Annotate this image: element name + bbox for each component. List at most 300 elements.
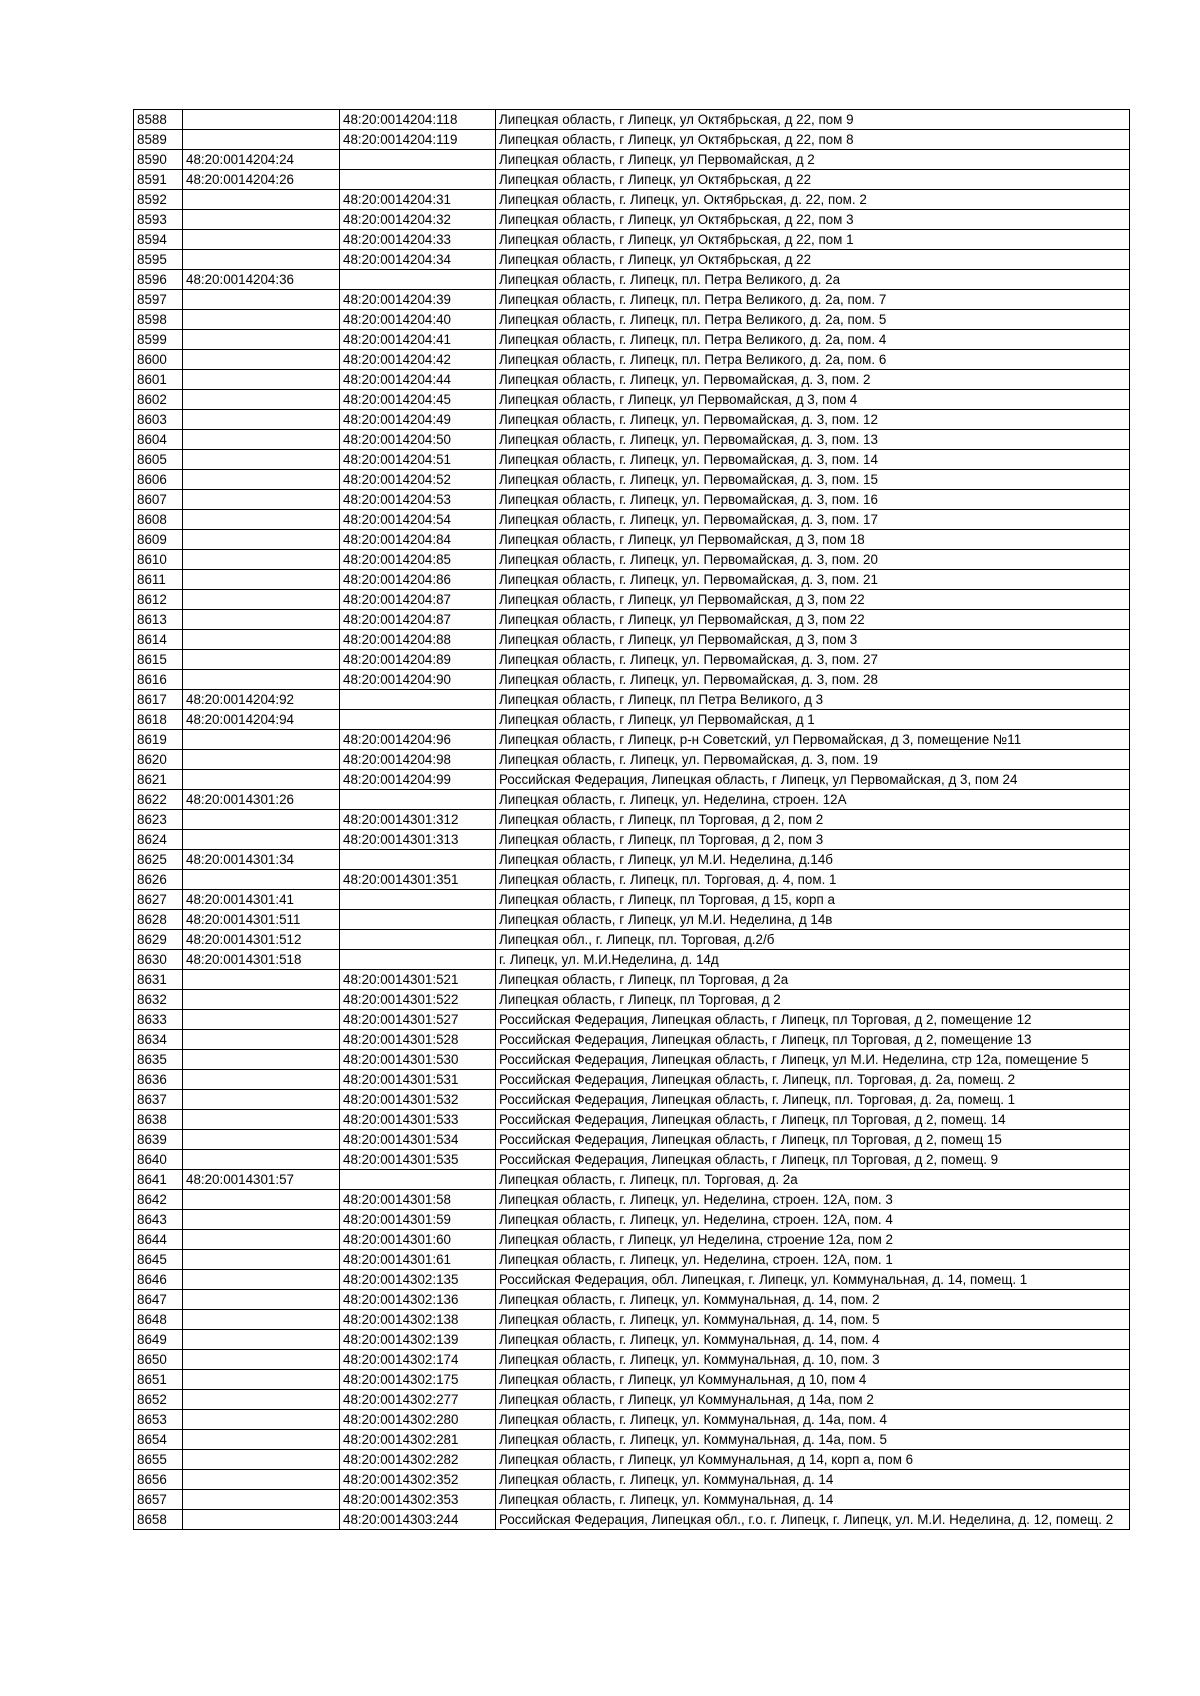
object-cadastral-number-cell: 48:20:0014204:118 — [340, 110, 496, 130]
object-cadastral-number-cell: 48:20:0014204:39 — [340, 290, 496, 310]
row-number-cell: 8617 — [134, 690, 183, 710]
address-cell: Липецкая обл., г. Липецк, пл. Торговая, д.2/б — [496, 930, 1130, 950]
address-cell: Липецкая область, г Липецк, ул Неделина, строение 12а, пом 2 — [496, 1230, 1130, 1250]
land-cadastral-number-cell — [183, 1490, 340, 1510]
land-cadastral-number-cell — [183, 830, 340, 850]
table-row — [134, 510, 1130, 530]
row-number-cell: 8606 — [134, 470, 183, 490]
table-row — [134, 870, 1130, 890]
row-number-cell: 8607 — [134, 490, 183, 510]
object-cadastral-number-cell: 48:20:0014204:33 — [340, 230, 496, 250]
object-cadastral-number-cell: 48:20:0014204:90 — [340, 670, 496, 690]
row-number-cell: 8644 — [134, 1230, 183, 1250]
row-number-cell: 8612 — [134, 590, 183, 610]
land-cadastral-number-cell: 48:20:0014301:41 — [183, 890, 340, 910]
row-number-cell: 8600 — [134, 350, 183, 370]
land-cadastral-number-cell: 48:20:0014301:34 — [183, 850, 340, 870]
address-cell: Липецкая область, г Липецк, ул Первомайская, д 1 — [496, 710, 1130, 730]
address-cell: Липецкая область, г. Липецк, ул. Первомайская, д. 3, пом. 21 — [496, 570, 1130, 590]
row-number-cell: 8623 — [134, 810, 183, 830]
address-cell: Липецкая область, г. Липецк, пл. Петра Великого, д. 2а — [496, 270, 1130, 290]
address-cell: Российская Федерация, Липецкая область, г Липецк, ул М.И. Неделина, стр 12а, помещение 5 — [496, 1050, 1130, 1070]
table-row — [134, 530, 1130, 550]
address-cell: Липецкая область, г Липецк, ул Первомайская, д 3, пом 4 — [496, 390, 1130, 410]
address-cell: Липецкая область, г. Липецк, ул. Коммунальная, д. 14а, пом. 5 — [496, 1430, 1130, 1450]
object-cadastral-number-cell — [340, 890, 496, 910]
land-cadastral-number-cell: 48:20:0014301:57 — [183, 1170, 340, 1190]
object-cadastral-number-cell — [340, 150, 496, 170]
land-cadastral-number-cell — [183, 410, 340, 430]
table-row — [134, 290, 1130, 310]
land-cadastral-number-cell — [183, 1450, 340, 1470]
row-number-cell: 8599 — [134, 330, 183, 350]
table-row — [134, 570, 1130, 590]
table-row — [134, 1330, 1130, 1350]
address-cell: Липецкая область, г. Липецк, пл. Торговая, д. 4, пом. 1 — [496, 870, 1130, 890]
object-cadastral-number-cell: 48:20:0014302:138 — [340, 1310, 496, 1330]
land-cadastral-number-cell — [183, 570, 340, 590]
address-cell: Липецкая область, г. Липецк, ул. Коммунальная, д. 14, пом. 2 — [496, 1290, 1130, 1310]
land-cadastral-number-cell: 48:20:0014301:511 — [183, 910, 340, 930]
table-row — [134, 950, 1130, 970]
object-cadastral-number-cell: 48:20:0014302:282 — [340, 1450, 496, 1470]
table-row — [134, 970, 1130, 990]
object-cadastral-number-cell: 48:20:0014204:49 — [340, 410, 496, 430]
table-row — [134, 910, 1130, 930]
land-cadastral-number-cell — [183, 550, 340, 570]
address-cell: Липецкая область, г Липецк, ул М.И. Неделина, д.14б — [496, 850, 1130, 870]
object-cadastral-number-cell: 48:20:0014204:34 — [340, 250, 496, 270]
row-number-cell: 8638 — [134, 1110, 183, 1130]
address-cell: Липецкая область, г. Липецк, ул. Первомайская, д. 3, пом. 2 — [496, 370, 1130, 390]
address-cell: Липецкая область, г. Липецк, ул. Неделина, строен. 12А — [496, 790, 1130, 810]
table-row — [134, 190, 1130, 210]
address-cell: Российская Федерация, Липецкая область, г Липецк, пл Торговая, д 2, помещ 15 — [496, 1130, 1130, 1150]
address-cell: Липецкая область, г. Липецк, ул. Октябрьская, д. 22, пом. 2 — [496, 190, 1130, 210]
land-cadastral-number-cell: 48:20:0014204:36 — [183, 270, 340, 290]
land-cadastral-number-cell — [183, 1330, 340, 1350]
land-cadastral-number-cell — [183, 1150, 340, 1170]
object-cadastral-number-cell: 48:20:0014301:535 — [340, 1150, 496, 1170]
address-cell: Липецкая область, г. Липецк, пл. Петра Великого, д. 2а, пом. 7 — [496, 290, 1130, 310]
address-cell: Липецкая область, г. Липецк, ул. Первомайская, д. 3, пом. 27 — [496, 650, 1130, 670]
address-cell: Липецкая область, г. Липецк, ул. Коммунальная, д. 14 — [496, 1490, 1130, 1510]
object-cadastral-number-cell — [340, 710, 496, 730]
land-cadastral-number-cell — [183, 970, 340, 990]
table-row — [134, 330, 1130, 350]
land-cadastral-number-cell: 48:20:0014204:94 — [183, 710, 340, 730]
row-number-cell: 8588 — [134, 110, 183, 130]
row-number-cell: 8621 — [134, 770, 183, 790]
object-cadastral-number-cell: 48:20:0014301:530 — [340, 1050, 496, 1070]
row-number-cell: 8604 — [134, 430, 183, 450]
table-row — [134, 430, 1130, 450]
land-cadastral-number-cell — [183, 1270, 340, 1290]
row-number-cell: 8650 — [134, 1350, 183, 1370]
address-cell: Липецкая область, г. Липецк, ул. Коммунальная, д. 14 — [496, 1470, 1130, 1490]
land-cadastral-number-cell — [183, 1110, 340, 1130]
address-cell: Липецкая область, г. Липецк, ул. Первомайская, д. 3, пом. 16 — [496, 490, 1130, 510]
row-number-cell: 8647 — [134, 1290, 183, 1310]
table-row — [134, 1110, 1130, 1130]
land-cadastral-number-cell: 48:20:0014204:24 — [183, 150, 340, 170]
object-cadastral-number-cell: 48:20:0014204:89 — [340, 650, 496, 670]
table-row — [134, 670, 1130, 690]
table-row — [134, 1190, 1130, 1210]
address-cell: Липецкая область, г Липецк, пл Петра Великого, д 3 — [496, 690, 1130, 710]
table-row — [134, 1370, 1130, 1390]
row-number-cell: 8649 — [134, 1330, 183, 1350]
table-row — [134, 810, 1130, 830]
row-number-cell: 8613 — [134, 610, 183, 630]
address-cell: Липецкая область, г Липецк, р-н Советский, ул Первомайская, д 3, помещение №11 — [496, 730, 1130, 750]
land-cadastral-number-cell — [183, 350, 340, 370]
address-cell: Липецкая область, г. Липецк, ул. Первомайская, д. 3, пом. 12 — [496, 410, 1130, 430]
row-number-cell: 8605 — [134, 450, 183, 470]
land-cadastral-number-cell — [183, 1190, 340, 1210]
address-cell: Липецкая область, г Липецк, ул Первомайская, д 3, пом 22 — [496, 610, 1130, 630]
object-cadastral-number-cell: 48:20:0014301:59 — [340, 1210, 496, 1230]
address-cell: Липецкая область, г. Липецк, пл. Петра Великого, д. 2а, пом. 4 — [496, 330, 1130, 350]
address-cell: Российская Федерация, обл. Липецкая, г. Липецк, ул. Коммунальная, д. 14, помещ. 1 — [496, 1270, 1130, 1290]
row-number-cell: 8614 — [134, 630, 183, 650]
table-row — [134, 1030, 1130, 1050]
table-row — [134, 1310, 1130, 1330]
row-number-cell: 8630 — [134, 950, 183, 970]
land-cadastral-number-cell — [183, 610, 340, 630]
table-row — [134, 370, 1130, 390]
object-cadastral-number-cell: 48:20:0014302:353 — [340, 1490, 496, 1510]
object-cadastral-number-cell: 48:20:0014204:32 — [340, 210, 496, 230]
row-number-cell: 8598 — [134, 310, 183, 330]
land-cadastral-number-cell — [183, 590, 340, 610]
table-row — [134, 1250, 1130, 1270]
object-cadastral-number-cell — [340, 690, 496, 710]
table-row — [134, 690, 1130, 710]
land-cadastral-number-cell — [183, 630, 340, 650]
table-row — [134, 390, 1130, 410]
table-row — [134, 1270, 1130, 1290]
row-number-cell: 8655 — [134, 1450, 183, 1470]
land-cadastral-number-cell — [183, 1350, 340, 1370]
address-cell: Липецкая область, г Липецк, ул Первомайская, д 3, пом 22 — [496, 590, 1130, 610]
row-number-cell: 8595 — [134, 250, 183, 270]
row-number-cell: 8631 — [134, 970, 183, 990]
table-row — [134, 1350, 1130, 1370]
table-row — [134, 1290, 1130, 1310]
object-cadastral-number-cell — [340, 950, 496, 970]
address-cell: Липецкая область, г Липецк, ул М.И. Неделина, д 14в — [496, 910, 1130, 930]
address-cell: Липецкая область, г. Липецк, ул. Первомайская, д. 3, пом. 13 — [496, 430, 1130, 450]
table-row — [134, 990, 1130, 1010]
address-cell: Липецкая область, г Липецк, ул Октябрьская, д 22, пом 8 — [496, 130, 1130, 150]
row-number-cell: 8591 — [134, 170, 183, 190]
address-cell: Липецкая область, г Липецк, ул Коммунальная, д 10, пом 4 — [496, 1370, 1130, 1390]
object-cadastral-number-cell: 48:20:0014302:352 — [340, 1470, 496, 1490]
object-cadastral-number-cell: 48:20:0014204:40 — [340, 310, 496, 330]
property-registry-table — [133, 109, 1130, 1530]
object-cadastral-number-cell: 48:20:0014302:280 — [340, 1410, 496, 1430]
address-cell: Липецкая область, г Липецк, пл Торговая, д 2а — [496, 970, 1130, 990]
row-number-cell: 8634 — [134, 1030, 183, 1050]
object-cadastral-number-cell: 48:20:0014204:96 — [340, 730, 496, 750]
address-cell: Липецкая область, г Липецк, ул Октябрьская, д 22 — [496, 250, 1130, 270]
land-cadastral-number-cell — [183, 1230, 340, 1250]
address-cell: Липецкая область, г. Липецк, ул. Неделина, строен. 12А, пом. 3 — [496, 1190, 1130, 1210]
table-row — [134, 770, 1130, 790]
land-cadastral-number-cell — [183, 1290, 340, 1310]
object-cadastral-number-cell: 48:20:0014204:52 — [340, 470, 496, 490]
land-cadastral-number-cell: 48:20:0014301:512 — [183, 930, 340, 950]
land-cadastral-number-cell — [183, 190, 340, 210]
land-cadastral-number-cell — [183, 390, 340, 410]
land-cadastral-number-cell — [183, 1510, 340, 1530]
table-row — [134, 590, 1130, 610]
table-row — [134, 1150, 1130, 1170]
object-cadastral-number-cell: 48:20:0014301:312 — [340, 810, 496, 830]
object-cadastral-number-cell: 48:20:0014204:84 — [340, 530, 496, 550]
object-cadastral-number-cell: 48:20:0014301:531 — [340, 1070, 496, 1090]
table-row — [134, 610, 1130, 630]
address-cell: Российская Федерация, Липецкая область, г Липецк, ул Первомайская, д 3, пом 24 — [496, 770, 1130, 790]
address-cell: Липецкая область, г. Липецк, пл. Петра Великого, д. 2а, пом. 5 — [496, 310, 1130, 330]
row-number-cell: 8639 — [134, 1130, 183, 1150]
land-cadastral-number-cell — [183, 670, 340, 690]
object-cadastral-number-cell: 48:20:0014301:58 — [340, 1190, 496, 1210]
land-cadastral-number-cell — [183, 1070, 340, 1090]
row-number-cell: 8589 — [134, 130, 183, 150]
address-cell: Липецкая область, г. Липецк, пл. Петра Великого, д. 2а, пом. 6 — [496, 350, 1130, 370]
object-cadastral-number-cell: 48:20:0014302:281 — [340, 1430, 496, 1450]
object-cadastral-number-cell: 48:20:0014301:521 — [340, 970, 496, 990]
table-row — [134, 1510, 1130, 1530]
table-row — [134, 1130, 1130, 1150]
table-row — [134, 150, 1130, 170]
land-cadastral-number-cell — [183, 1130, 340, 1150]
address-cell: Липецкая область, г Липецк, ул Коммунальная, д 14, корп а, пом 6 — [496, 1450, 1130, 1470]
object-cadastral-number-cell: 48:20:0014302:175 — [340, 1370, 496, 1390]
table-row — [134, 410, 1130, 430]
object-cadastral-number-cell: 48:20:0014301:533 — [340, 1110, 496, 1130]
land-cadastral-number-cell: 48:20:0014204:26 — [183, 170, 340, 190]
object-cadastral-number-cell: 48:20:0014204:88 — [340, 630, 496, 650]
address-cell: Липецкая область, г Липецк, ул Первомайская, д 3, пом 3 — [496, 630, 1130, 650]
address-cell: Липецкая область, г. Липецк, ул. Первомайская, д. 3, пом. 15 — [496, 470, 1130, 490]
object-cadastral-number-cell: 48:20:0014204:87 — [340, 610, 496, 630]
row-number-cell: 8618 — [134, 710, 183, 730]
object-cadastral-number-cell: 48:20:0014301:60 — [340, 1230, 496, 1250]
table-row — [134, 210, 1130, 230]
land-cadastral-number-cell — [183, 990, 340, 1010]
object-cadastral-number-cell — [340, 930, 496, 950]
table-row — [134, 1390, 1130, 1410]
row-number-cell: 8633 — [134, 1010, 183, 1030]
land-cadastral-number-cell — [183, 430, 340, 450]
object-cadastral-number-cell: 48:20:0014204:86 — [340, 570, 496, 590]
row-number-cell: 8643 — [134, 1210, 183, 1230]
table-row — [134, 1470, 1130, 1490]
row-number-cell: 8593 — [134, 210, 183, 230]
table-row — [134, 250, 1130, 270]
land-cadastral-number-cell: 48:20:0014301:518 — [183, 950, 340, 970]
row-number-cell: 8628 — [134, 910, 183, 930]
object-cadastral-number-cell: 48:20:0014204:119 — [340, 130, 496, 150]
row-number-cell: 8602 — [134, 390, 183, 410]
object-cadastral-number-cell: 48:20:0014204:42 — [340, 350, 496, 370]
address-cell: Российская Федерация, Липецкая область, г. Липецк, пл. Торговая, д. 2а, помещ. 2 — [496, 1070, 1130, 1090]
table-row — [134, 1010, 1130, 1030]
table-row — [134, 730, 1130, 750]
address-cell: Липецкая область, г Липецк, пл Торговая, д 2, пом 3 — [496, 830, 1130, 850]
object-cadastral-number-cell: 48:20:0014204:99 — [340, 770, 496, 790]
object-cadastral-number-cell: 48:20:0014204:98 — [340, 750, 496, 770]
object-cadastral-number-cell — [340, 850, 496, 870]
table-row — [134, 490, 1130, 510]
object-cadastral-number-cell — [340, 1170, 496, 1190]
object-cadastral-number-cell — [340, 790, 496, 810]
land-cadastral-number-cell — [183, 1010, 340, 1030]
row-number-cell: 8658 — [134, 1510, 183, 1530]
land-cadastral-number-cell — [183, 450, 340, 470]
table-row — [134, 850, 1130, 870]
registry-table-body — [134, 110, 1130, 1530]
row-number-cell: 8611 — [134, 570, 183, 590]
row-number-cell: 8640 — [134, 1150, 183, 1170]
land-cadastral-number-cell — [183, 1430, 340, 1450]
land-cadastral-number-cell — [183, 370, 340, 390]
address-cell: Липецкая область, г. Липецк, ул. Коммунальная, д. 14, пом. 5 — [496, 1310, 1130, 1330]
table-row — [134, 790, 1130, 810]
row-number-cell: 8590 — [134, 150, 183, 170]
table-row — [134, 310, 1130, 330]
row-number-cell: 8626 — [134, 870, 183, 890]
row-number-cell: 8632 — [134, 990, 183, 1010]
table-row — [134, 630, 1130, 650]
object-cadastral-number-cell: 48:20:0014302:174 — [340, 1350, 496, 1370]
object-cadastral-number-cell: 48:20:0014302:135 — [340, 1270, 496, 1290]
land-cadastral-number-cell — [183, 1250, 340, 1270]
address-cell: Липецкая область, г Липецк, пл Торговая, д 15, корп а — [496, 890, 1130, 910]
row-number-cell: 8624 — [134, 830, 183, 850]
row-number-cell: 8592 — [134, 190, 183, 210]
object-cadastral-number-cell: 48:20:0014302:277 — [340, 1390, 496, 1410]
row-number-cell: 8656 — [134, 1470, 183, 1490]
land-cadastral-number-cell — [183, 1370, 340, 1390]
table-row — [134, 750, 1130, 770]
address-cell: Липецкая область, г Липецк, пл Торговая, д 2, пом 2 — [496, 810, 1130, 830]
table-row — [134, 550, 1130, 570]
address-cell: Липецкая область, г. Липецк, пл. Торговая, д. 2а — [496, 1170, 1130, 1190]
land-cadastral-number-cell — [183, 1470, 340, 1490]
row-number-cell: 8597 — [134, 290, 183, 310]
land-cadastral-number-cell — [183, 1030, 340, 1050]
table-row — [134, 890, 1130, 910]
address-cell: Липецкая область, г. Липецк, ул. Первомайская, д. 3, пом. 28 — [496, 670, 1130, 690]
object-cadastral-number-cell: 48:20:0014204:87 — [340, 590, 496, 610]
table-row — [134, 830, 1130, 850]
address-cell: Липецкая область, г. Липецк, ул. Коммунальная, д. 14а, пом. 4 — [496, 1410, 1130, 1430]
table-row — [134, 710, 1130, 730]
object-cadastral-number-cell — [340, 170, 496, 190]
object-cadastral-number-cell: 48:20:0014301:528 — [340, 1030, 496, 1050]
address-cell: Российская Федерация, Липецкая область, г. Липецк, пл. Торговая, д. 2а, помещ. 1 — [496, 1090, 1130, 1110]
land-cadastral-number-cell — [183, 290, 340, 310]
table-row — [134, 1230, 1130, 1250]
land-cadastral-number-cell — [183, 250, 340, 270]
row-number-cell: 8601 — [134, 370, 183, 390]
land-cadastral-number-cell — [183, 130, 340, 150]
object-cadastral-number-cell: 48:20:0014303:244 — [340, 1510, 496, 1530]
address-cell: Российская Федерация, Липецкая обл., г.о. г. Липецк, г. Липецк, ул. М.И. Неделина, д. 12, помещ. 2 — [496, 1510, 1130, 1530]
row-number-cell: 8654 — [134, 1430, 183, 1450]
table-row — [134, 110, 1130, 130]
object-cadastral-number-cell: 48:20:0014204:45 — [340, 390, 496, 410]
object-cadastral-number-cell: 48:20:0014204:31 — [340, 190, 496, 210]
table-row — [134, 130, 1130, 150]
address-cell: Липецкая область, г Липецк, ул Октябрьская, д 22, пом 3 — [496, 210, 1130, 230]
land-cadastral-number-cell — [183, 770, 340, 790]
row-number-cell: 8596 — [134, 270, 183, 290]
address-cell: Российская Федерация, Липецкая область, г Липецк, пл Торговая, д 2, помещение 12 — [496, 1010, 1130, 1030]
address-cell: Российская Федерация, Липецкая область, г Липецк, пл Торговая, д 2, помещ. 14 — [496, 1110, 1130, 1130]
object-cadastral-number-cell: 48:20:0014301:534 — [340, 1130, 496, 1150]
land-cadastral-number-cell — [183, 650, 340, 670]
land-cadastral-number-cell — [183, 230, 340, 250]
land-cadastral-number-cell: 48:20:0014301:26 — [183, 790, 340, 810]
object-cadastral-number-cell: 48:20:0014204:85 — [340, 550, 496, 570]
land-cadastral-number-cell — [183, 530, 340, 550]
object-cadastral-number-cell — [340, 270, 496, 290]
object-cadastral-number-cell: 48:20:0014301:313 — [340, 830, 496, 850]
address-cell: Липецкая область, г. Липецк, ул. Коммунальная, д. 10, пом. 3 — [496, 1350, 1130, 1370]
land-cadastral-number-cell — [183, 730, 340, 750]
row-number-cell: 8635 — [134, 1050, 183, 1070]
row-number-cell: 8642 — [134, 1190, 183, 1210]
address-cell: Липецкая область, г Липецк, ул Коммунальная, д 14а, пом 2 — [496, 1390, 1130, 1410]
land-cadastral-number-cell — [183, 870, 340, 890]
row-number-cell: 8641 — [134, 1170, 183, 1190]
land-cadastral-number-cell — [183, 510, 340, 530]
land-cadastral-number-cell: 48:20:0014204:92 — [183, 690, 340, 710]
land-cadastral-number-cell — [183, 1210, 340, 1230]
table-row — [134, 1090, 1130, 1110]
address-cell: Липецкая область, г Липецк, ул Первомайская, д 3, пом 18 — [496, 530, 1130, 550]
row-number-cell: 8594 — [134, 230, 183, 250]
address-cell: Липецкая область, г Липецк, ул Октябрьская, д 22, пом 1 — [496, 230, 1130, 250]
row-number-cell: 8603 — [134, 410, 183, 430]
row-number-cell: 8609 — [134, 530, 183, 550]
table-row — [134, 1410, 1130, 1430]
object-cadastral-number-cell: 48:20:0014204:44 — [340, 370, 496, 390]
address-cell: Липецкая область, г. Липецк, ул. Первомайская, д. 3, пом. 19 — [496, 750, 1130, 770]
object-cadastral-number-cell: 48:20:0014302:136 — [340, 1290, 496, 1310]
row-number-cell: 8651 — [134, 1370, 183, 1390]
address-cell: Российская Федерация, Липецкая область, г Липецк, пл Торговая, д 2, помещение 13 — [496, 1030, 1130, 1050]
address-cell: Липецкая область, г. Липецк, ул. Неделина, строен. 12А, пом. 1 — [496, 1250, 1130, 1270]
object-cadastral-number-cell: 48:20:0014301:527 — [340, 1010, 496, 1030]
address-cell: Липецкая область, г Липецк, ул Первомайская, д 2 — [496, 150, 1130, 170]
land-cadastral-number-cell — [183, 750, 340, 770]
row-number-cell: 8625 — [134, 850, 183, 870]
land-cadastral-number-cell — [183, 330, 340, 350]
row-number-cell: 8616 — [134, 670, 183, 690]
table-row — [134, 1450, 1130, 1470]
address-cell: Липецкая область, г. Липецк, ул. Первомайская, д. 3, пом. 20 — [496, 550, 1130, 570]
row-number-cell: 8652 — [134, 1390, 183, 1410]
object-cadastral-number-cell: 48:20:0014301:61 — [340, 1250, 496, 1270]
table-row — [134, 470, 1130, 490]
row-number-cell: 8637 — [134, 1090, 183, 1110]
